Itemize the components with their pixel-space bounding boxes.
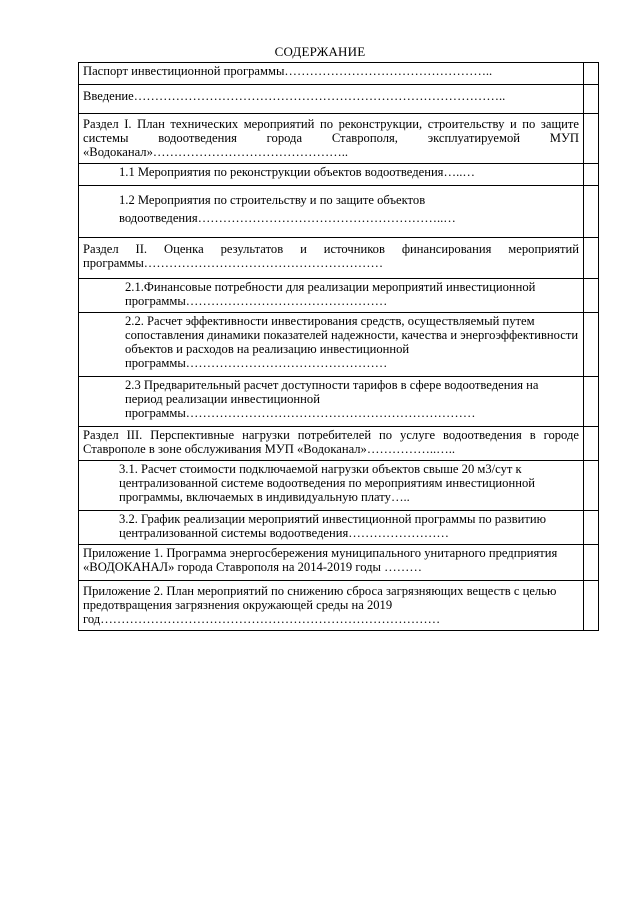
- toc-entry-1-2: 1.2 Мероприятия по строительству и по защите объектов водоотведения…………………………………………………..…: [79, 186, 584, 238]
- toc-row: [79, 85, 599, 114]
- toc-row: [79, 114, 599, 164]
- toc-row: [79, 313, 599, 377]
- toc-row: [79, 238, 599, 279]
- toc-entry-appendix-1: Приложение 1. Программа энергосбережения муниципального унитарного предприятия «ВОДОКАНАЛ» города Ставрополя на 2014-2019 годы ………: [79, 545, 584, 581]
- toc-entry-1-1: 1.1 Мероприятия по реконструкции объектов водоотведения…..…: [79, 164, 584, 186]
- toc-page-cell: [584, 581, 599, 631]
- toc-page-cell: [584, 545, 599, 581]
- toc-entry-appendix-2: Приложение 2. План мероприятий по снижению сброса загрязняющих веществ с целью предотвращения загрязнения окружающей среды на 2019 год………………………………………………………………………: [79, 581, 584, 631]
- toc-entry-3-2: 3.2. График реализации мероприятий инвестиционной программы по развитию централизованной системы водоотведения……………………: [79, 511, 584, 545]
- toc-page-cell: [584, 114, 599, 164]
- toc-row: [79, 461, 599, 511]
- toc-page-cell: [584, 85, 599, 114]
- toc-entry-2-3: 2.3 Предварительный расчет доступности тарифов в сфере водоотведения на период реализации инвестиционной программы……………………………………………………………: [79, 377, 584, 427]
- toc-entry-2-1: 2.1.Финансовые потребности для реализации мероприятий инвестиционной программы…………………………………………: [79, 279, 584, 313]
- toc-row: [79, 427, 599, 461]
- toc-page-cell: [584, 238, 599, 279]
- toc-page-cell: [584, 164, 599, 186]
- toc-row: [79, 581, 599, 631]
- toc-row: [79, 186, 599, 238]
- toc-entry-section-1: Раздел I. План технических мероприятий по реконструкции, строительству и по защите системы водоотведения города Ставрополя, эксплуатируемой МУП «Водоканал»………………………………………..: [79, 114, 584, 164]
- toc-row: [79, 164, 599, 186]
- toc-entry-section-3: Раздел III. Перспективные нагрузки потребителей по услуге водоотведения в городе Ставрополе в зоне обслуживания МУП «Водоканал»……………..…..: [79, 427, 584, 461]
- toc-page-cell: [584, 63, 599, 85]
- toc-entry-2-2: 2.2. Расчет эффективности инвестирования средств, осуществляемый путем сопоставления динамики показателей надежности, качества и энергоэффективности объектов и расходов на реализацию инвестиционной программы…………………………………………: [79, 313, 584, 377]
- toc-page-cell: [584, 511, 599, 545]
- toc-entry-passport: Паспорт инвестиционной программы…………………………………………..: [79, 63, 584, 85]
- toc-entry-intro: Введение……………………………………………………………………………..: [79, 85, 584, 114]
- toc-row: [79, 511, 599, 545]
- toc-row: [79, 377, 599, 427]
- toc-row: [79, 63, 599, 85]
- toc-page-cell: [584, 427, 599, 461]
- page-title: СОДЕРЖАНИЕ: [274, 44, 366, 59]
- toc-page-cell: [584, 377, 599, 427]
- toc-page-cell: [584, 186, 599, 238]
- toc-page-cell: [584, 313, 599, 377]
- toc-entry-3-1: 3.1. Расчет стоимости подключаемой нагрузки объектов свыше 20 м3/сут к централизованной системе водоотведения по мероприятиям инвестиционной программы, включаемых в индивидуальную плату…..: [79, 461, 584, 511]
- toc-page-cell: [584, 461, 599, 511]
- toc-table: [78, 62, 599, 631]
- toc-row: [79, 545, 599, 581]
- toc-row: [79, 279, 599, 313]
- toc-entry-section-2: Раздел II. Оценка результатов и источников финансирования мероприятий программы…………………………………………………: [79, 238, 584, 279]
- toc-page-cell: [584, 279, 599, 313]
